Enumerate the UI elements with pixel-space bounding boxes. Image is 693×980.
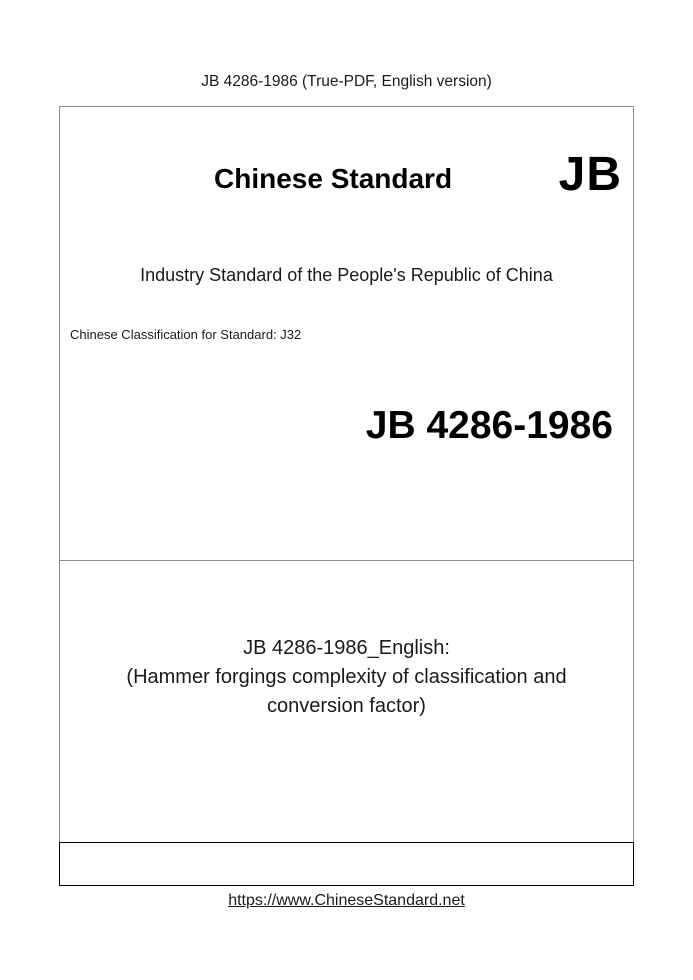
cover-title: Chinese Standard	[214, 163, 453, 194]
description-line-2: (Hammer forgings complexity of classification and	[126, 666, 567, 688]
description-line-1: JB 4286-1986_English:	[243, 637, 450, 659]
bottom-empty-box	[59, 842, 634, 886]
cover-top-section	[60, 107, 633, 561]
classification-label: Chinese Classification for Standard: J32	[70, 327, 302, 342]
standard-type-mark: JB	[558, 148, 622, 201]
description-section	[60, 561, 633, 843]
document-description	[60, 634, 633, 721]
cover-frame	[59, 106, 634, 886]
description-line-3: conversion factor)	[267, 695, 426, 717]
cover-subtitle: Industry Standard of the People's Republic of China	[140, 265, 553, 285]
page-header: JB 4286-1986 (True-PDF, English version)	[201, 73, 492, 90]
website-link[interactable]: https://www.ChineseStandard.net	[228, 892, 465, 909]
standard-number: JB 4286-1986	[365, 404, 613, 447]
